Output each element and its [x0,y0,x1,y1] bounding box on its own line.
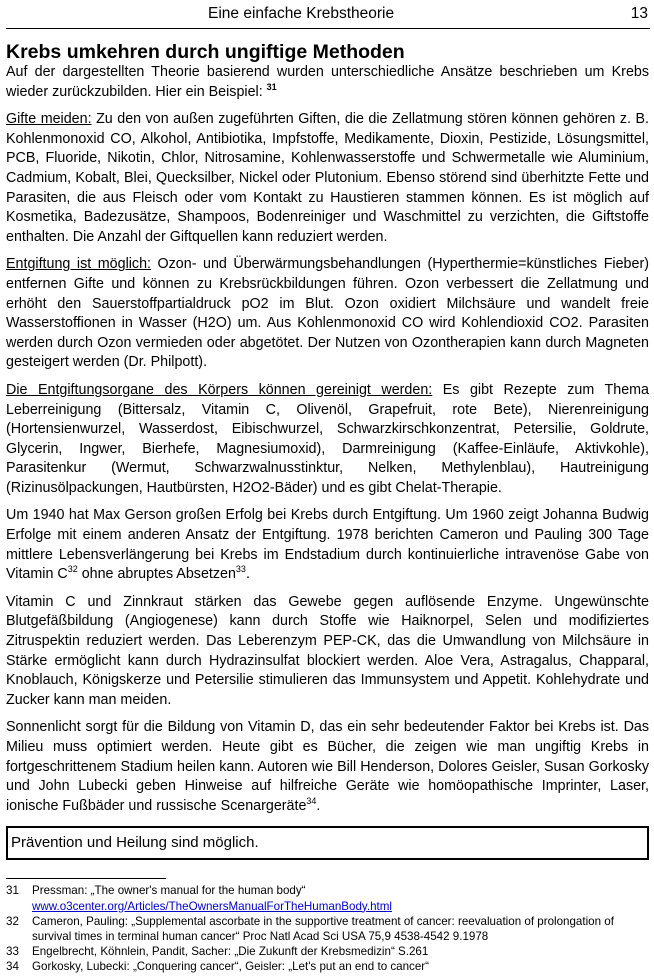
paragraph-entgiftung [6,255,649,373]
running-title: Eine einfache Krebstheorie [208,5,395,22]
paragraph-text: Es gibt Rezepte zum Thema Leberreinigung (Bittersalz, Vitamin C, Olivenöl, Grapefruit, rote Bete), Nierenreinigung (Hortensienwurzel, Wasserdost, Eibischwurzel, Schwarzkirschkonzentrat, Petersilie, Goldrute, Glycerin, Ingwer, Bierhefe, Magnesiumoxid), Darmreinigung (Kaffee-Einläufe, Aktivkohle), Parasitenkur (Wermut, Schwarzwalnusstinktur, Nelken, Methylenblau), Hautreinigung (Rizinusölpackungen, Hautbürsten, H2O2-Bäder) und es gibt Chelat-Therapie. [6,381,649,496]
paragraph-gifte-meiden [6,110,649,247]
paragraph-text: . [245,566,250,583]
paragraph-text: Zu den von außen zugeführten Giften, die die Zellatmung stören können gehören z. B. Kohlenmonoxid CO, Alkohol, Antibiotika, Impfstoffe, Medikamente, Dioxin, Pestizide, Lösungsmittel, PCB, Fluoride, Nikotin, Chlor, Nitrosamine, Kohlenwasserstoffe und Schwermetalle wie Aluminium, Cadmium, Kobalt, Blei, Quecksilber, Nickel oder Plutonium. Ebenso störend sind überhitzte Fette und Parasiten, die aus Fleisch oder vom Kontakt zu Haustieren stammen können. Es ist möglich auf Kosmetika, Badezusätze, Shampoos, Bodenreiniger und Waschmittel zu verzichten, die Giftstoffe enthalten. Die Anzahl der Giftquellen kann reduziert werden. [6,111,649,245]
footnote-ref-33[interactable]: 33 [235,564,246,575]
page-header [0,5,654,25]
paragraph-text: Um 1940 hat Max Gerson großen Erfolg bei Krebs durch Entgiftung. Um 1960 zeigt Johanna Budwig Erfolge mit einem anderen Ansatz der Entgiftung. 1978 berichten Cameron und Pauling 300 Tage mittlere Lebensverlängerung bei Krebs im Endstadium durch kontinuierliche intravenöse Gabe von Vitamin C [6,507,649,583]
paragraph-gerson [6,506,649,584]
footnote-number: 32 [6,914,19,928]
header-rule [6,28,650,29]
footnotes [6,883,649,974]
footnote-ref-32[interactable]: 32 [67,564,78,575]
footnote-rule [6,878,166,879]
footnote-34 [6,959,649,974]
footnote-text: Gorkosky, Lubecki: „Conquering cancer“, Geisler: „Let's put an end to cancer“ [32,960,430,974]
paragraph-label: Gifte meiden: [6,111,92,128]
footnote-ref-31[interactable]: 31 [266,81,277,92]
footnote-31 [6,883,649,913]
footnote-text: Engelbrecht, Köhnlein, Pandit, Sacher: „Die Zukunft der Krebsmedizin“ S.261 [32,945,429,959]
paragraph-text: ohne abruptes Absetzen [77,566,236,583]
summary-box: Prävention und Heilung sind möglich. [6,826,649,860]
page-content [6,41,649,975]
footnote-32 [6,914,649,944]
intro-paragraph [6,63,649,102]
footnote-number: 33 [6,945,19,959]
paragraph-label: Die Entgiftungsorgane des Körpers können gereinigt werden: [6,381,433,398]
paragraph-text: Sonnenlicht sorgt für die Bildung von Vitamin D, das ein sehr bedeutender Faktor bei Krebs ist. Das Milieu muss optimiert werden. Heute gibt es Bücher, die zeigen wie man ungiftig Krebs in fortgeschrittenem Stadium heilen kann. Autoren wie Bill Henderson, Dolores Geisler, Susan Gorkosky und John Lubecki geben Hinweise auf hilfreiche Geräte wie homöopathische Imprinter, Laser, ionische Fußbäder und russische Scenargeräte [6,719,649,814]
footnote-text: Pressman: „The owner's manual for the human body“ [32,884,306,898]
footnote-text: Cameron, Pauling: „Supplemental ascorbate in the supportive treatment of cancer: reevaluation of prolongation of survival times in terminal human cancer“ Proc Natl Acad Sci USA 75,9 4538-4542 9.1978 [32,914,614,943]
section-heading: Krebs umkehren durch ungiftige Methoden [6,41,405,63]
paragraph-text: . [316,797,321,814]
paragraph-sonnenlicht [6,718,649,816]
paragraph-entgiftungsorgane [6,381,649,499]
footnote-number: 31 [6,884,19,898]
paragraph-vitamin-c: Vitamin C und Zinnkraut stärken das Gewebe gegen auflösende Enzyme. Ungewünschte Blutgefäßbildung (Angiogenese) kann durch Stoffe wie Haiknorpel, Selen und modifiziertes Zitruspektin reduziert werden. Das Leberenzym PEP-CK, das die Umwandlung von Milchsäure in Stärke ermöglicht kann durch Hydrazinsulfat blockiert werden. Aloe Vera, Astragalus, Chapparal, Knoblauch, Königskerze und Petersilie stimulieren das Immunsystem und Appetit. Kohlehydrate und Zucker kann man meiden. [6,593,649,708]
footnote-number: 34 [6,960,19,974]
paragraph-label: Entgiftung ist möglich: [6,256,151,273]
intro-text: Auf der dargestellten Theorie basierend wurden unterschiedliche Ansätze beschrieben um Krebs wieder zurückzubilden. Hier ein Beispiel: [6,64,649,100]
footnote-ref-34[interactable]: 34 [306,796,317,807]
footnote-33 [6,944,649,959]
page-number: 13 [630,5,648,22]
paragraph-text: Ozon- und Überwärmungsbehandlungen (Hyperthermie=künstliches Fieber) entfernen Gifte und können zu Krebsrückbildungen führen. Ozon verbessert die Zellatmung und erhöht den Sauerstoffpartialdruck pO2 im Blut. Ozon oxidiert Milchsäure und wandelt freie Wasserstoffionen in Wasser (H2O) um. Aus Kohlenmonoxid CO wird Kohlendioxid CO2. Parasiten werden durch Ozon vermieden oder abgetötet. Der Nutzen von Ozontherapien kann durch Magneten gesteigert werden (Dr. Philpott). [6,256,649,371]
footnote-link[interactable]: www.o3center.org/Articles/TheOwnersManualForTheHumanBody.html [32,899,392,913]
